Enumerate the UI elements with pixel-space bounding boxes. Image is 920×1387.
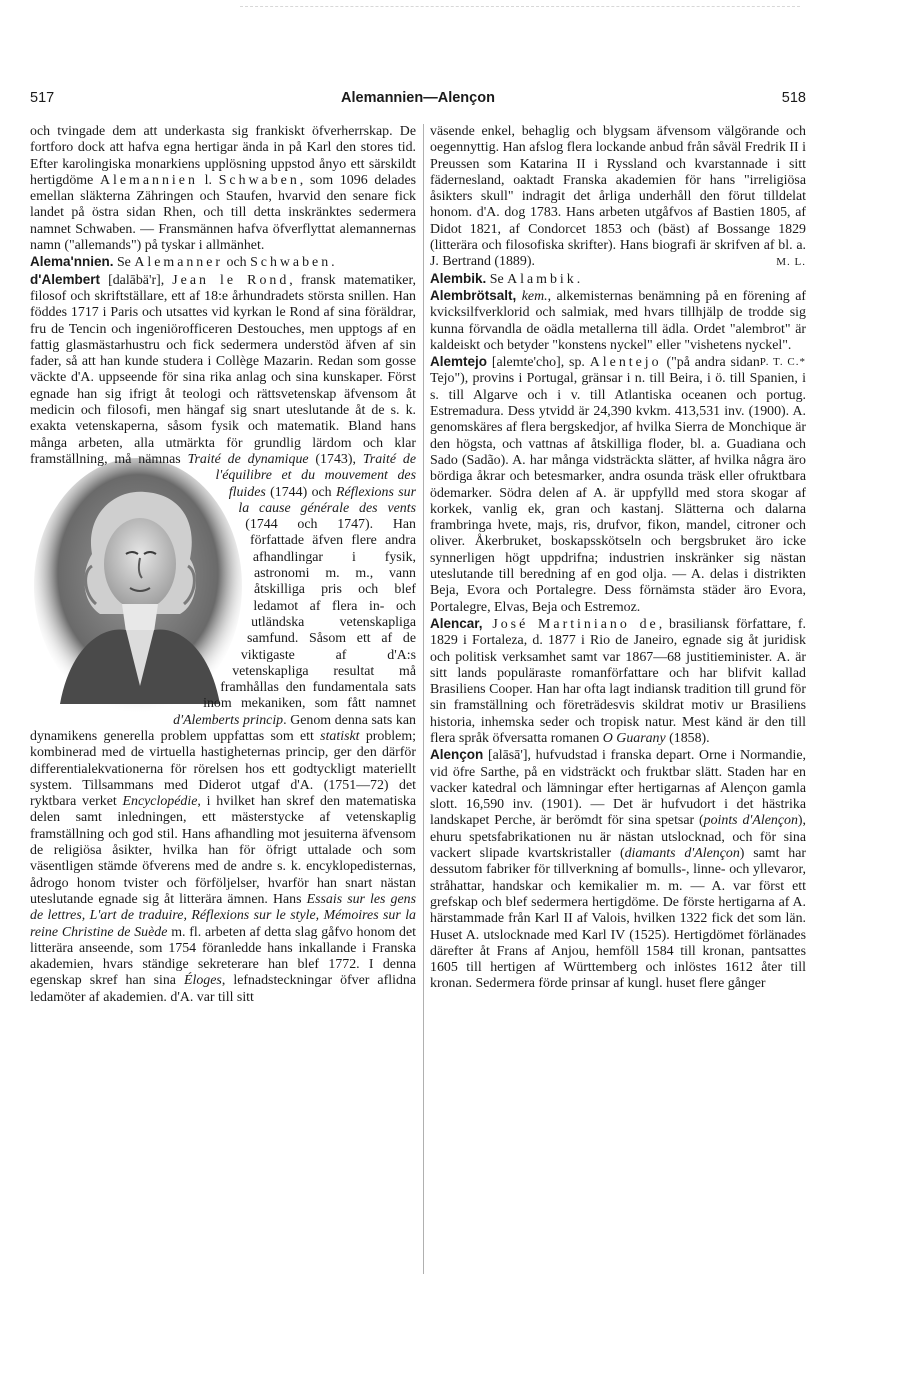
- headword: Alembrötsalt,: [430, 287, 517, 303]
- right-column: [430, 124, 806, 993]
- entry-alencar: Alencar, José Martiniano de, brasiliansk författare, f. 1829 i Fortaleza, d. 1877 i Rio de Janeiro, egnade sig åt juridisk och politisk verksamhet samt var 1867—68 justitieminister. A. är sitt lands populäraste romanförfattare och har blifvit kallad Brasiliens Cooper. Han har ofta lagt indiansk tradition till grund för sin framställning och företrädesvis skildrat motiv ur Brasiliens historia, inhemska seder och tropisk natur. Mest känd är den till flera språk öfversatta romanen O Guarany (1858).: [430, 615, 807, 746]
- headword: Alema'nnien.: [30, 254, 114, 270]
- headword: Alemtejo: [430, 354, 488, 370]
- entry-alencon: Alençon [alāsā'], hufvudstad i franska depart. Orne i Normandie, vid öfre Sarthe, på en vidsträckt och fruktbar slätt. Staden har en vacker katedral och lämningar efter hertigarnas af Alençon gamla slott. 16,590 inv. (1901). — Det är hufvudort i det hästrika landskapet Perche, är berömdt för sina spetsar (points d'Alençon), ehuru spetsfabrikationen nu är nästan utslocknad, och för sina vackert slipade kvartskristaller (diamants d'Alençon) samt har dessutom fabriker för tillverkning af bomulls-, linne- och yllevaror, stråhattar, handskar och kemikalier m. m. — A. var först ett grefskap och blef sedermera hertigdöme. De förste hertigarna af A. härstammade från Karl II af Valois, hvilken 1322 fick det som län. Huset A. utslocknade med Karl IV (1525). Hertigdömet förlänades därefter åt Frans af Anjou, hemföll 1584 till kronan, pantsattes 1605 till hertigen af Württemberg och inlöstes 1612 åter till kronan. Sedermera förde prinsar af kungl. huset flere gånger: [430, 747, 807, 992]
- entry-alembik: Alembik. Se Alambik.: [430, 270, 581, 287]
- left-column: [30, 124, 416, 1006]
- scan-artifact: [240, 6, 800, 8]
- entry-alemannien: Alema'nnien. Se Alemanner och Schwaben.: [30, 254, 335, 271]
- entry-alemanner-continued: och tvingade dem att underkasta sig frankiskt öfverherrskap. De fortforo dock att hafva egna hertigar ända in på Karl den stores tid. Efter karolingiska monarkiens upplösning uppstod ånyo ett särskildt hertigdöme Alemannien l. Schwaben, som 1096 delades emellan släkterna Zähringen och Staufen, hvarvid den senare fick landet på östra sidan Rhen, och till detta inskränktes sedermera namnet Schwaben. — Fransmännen hafva öfverflyttat alemannernas namn ("allemands") på tyskar i allmänhet.: [30, 124, 417, 254]
- page-number-left: 517: [30, 90, 55, 106]
- author-signature: P. T. C.*: [759, 356, 806, 369]
- entry-dalembert: d'Alembert [dalābä'r], Jean le Rond, fransk matematiker, filosof och skriftställare, ett af 18:e århundradets största snillen. Han föddes 1717 i Paris och utsattes vid kyrkan le Rond af sina föräldrar, fru de Tencin och ingeniörofficeren Destouches, men upptogs af en fattig glasmästarhustru och fick sedermera understöd äfven af sin fader, så att han kunde studera i Collège Mazarin. Redan som gosse väckte d'A. uppseende för sina rika anlag och sina kunskaper. Först egnade han sig ifrigt åt teologi och rättsvetenskap äfvensom åt medicin och filosofi, men hängaf sig snart uteslutande åt de s. k. exakta vetenskaperna, såsom fysik och matematik. Bland hans många arbeten, alla utmärkta för grundlig lärdom och klar framställning, må nämnas Traité de dynamique (1743), Traité de l'équilibre et du mouvement des fluides (1744) och Réflexions sur la cause générale des vents (1744 och 1747). Han författade äfven flere andra afhandlingar i fysik, astronomi m. m., vann åtskilliga pris och blef ledamot af flera in- och utländska vetenskapliga samfund. Såsom ett af de viktigaste af d'A:s vetenskapliga resultat må framhållas den fundamentala sats inom mekaniken, som fått namnet d'Alemberts princip. Genom denna sats kan dynamikens generella problem uppfattas som ett statiskt problem; kombinerad med de virtuella hastigheternas princip, ger den därför differentialekvationerna för rörelsen hos ett godtyckligt materiellt system. Tillsammans med Diderot utgaf d'A. (1751—72) det ryktbara verket Encyclopédie, i hvilket han skref den matematiska delen samt inledningen, ett mästerstycke af vetenskaplig framställning och god stil. Hans afhandling mot jesuiterna äfvensom de religiösa åsikter, hvilka han för öfrigt uttalade och som väsentligen stämde öfverens med de andre s. k. encyklopedisternas, ådrogo honom tvister och förföljelser, hvarför han snart nästan uteslutande egnade sig åt litterära ämnen. Hans Essais sur les gens de lettres, L'art de traduire, Réflexions sur le style, Mémoires sur la reine Christine de Suède m. fl. arbeten af detta slag gåfvo honom det litterära anseende, som 1754 föranledde hans inkallande i Franska akademien, hvars ständige sekreterare han blef 1772. I denna egenskap skref han sina Éloges, lefnadsteckningar öfver aflidna ledamöter af akademien. d'A. var till sitt: [30, 271, 417, 1005]
- running-title: Alemannien—Alençon: [341, 90, 495, 106]
- headword: Alencar,: [430, 615, 483, 631]
- entry-dalembert-continued: väsende enkel, behaglig och blygsam äfvensom välgörande och oegennyttig. Han afslog flera lockande anbud från såväl Fredrik II i Preussen som Katarina II i Ryssland och kvarstannade i sitt fädernesland, oaktadt Franska akademien för hans "irreligiösa åsikters skull" indragit det årliga underhåll den förut tilldelat honom. d'A. dog 1783. Hans arbeten utgåfvos af Bastien 1805, af Didot 1821, af Condorcet 1853 och (bäst) af Bossange 1829 (litterära och filosofiska skrifter). Hans biografi är skrifven af bl. a. J. Bertrand (1889). M. L.: [430, 124, 806, 270]
- headword: Alençon: [430, 747, 484, 763]
- portrait-engraving: [30, 454, 246, 716]
- column-divider: [423, 124, 424, 1274]
- author-signature: M. L.: [776, 256, 806, 269]
- page-header: [30, 90, 806, 112]
- entry-alembrotsalt: Alembrötsalt, kem., alkemisternas benämning på en förening af kvicksilfverklorid och salmiak, med hvars tillhjälp de trodde sig kunna förvandla de oädla metallerna till ädla. Ordet "alembrot" är kaldeiskt och betyder "konstens nyckel" eller "vishetens nyckel". P. T. C.*: [430, 288, 806, 354]
- page-number-right: 518: [781, 90, 806, 106]
- headword: d'Alembert: [30, 271, 100, 287]
- dalembert-portrait: [30, 454, 246, 716]
- headword: Alembik.: [430, 270, 487, 286]
- entry-alemtejo: Alemtejo [alemte'cho], sp. Alentejo ("på andra sidan Tejo"), provins i Portugal, gränsar i n. till Beira, i ö. till Spanien, i s. till Algarve och i v. till Atlantiska oceanen och portug. Estremadura. Dess ytvidd är 24,390 kvkm. 413,531 inv. (1900). A. genomskäres af flera bergskedjor, af hvilka Sierra de Monchique är den högsta, och vattnas af åtskilliga floder, bl. a. Guadiana och Sado (Sadão). A. har många vidsträckta slätter, af hvilka några äro bördiga åkrar och betesmarker, andra osunda träsk eller ofruktbara ödemarker. Södra delen af A. är uppfylld med stora skogar af korkek, vanlig ek, gran och kastanj. Slätterna och dalarna frambringa hvete, majs, ris, drufvor, fikon, mandel, citroner och oliver. Åkerbruket, boskapsskötseln och bergsbruket äro icke synnerligen högt uppdrifna; industrien inskränker sig nästan uteslutande till beredning af en god olja. — A. delas i distrikten Beja, Evora och Portalegre. Dess förnämsta städer äro Evora, Portalegre, Elvas, Beja och Estremoz.: [430, 354, 806, 615]
